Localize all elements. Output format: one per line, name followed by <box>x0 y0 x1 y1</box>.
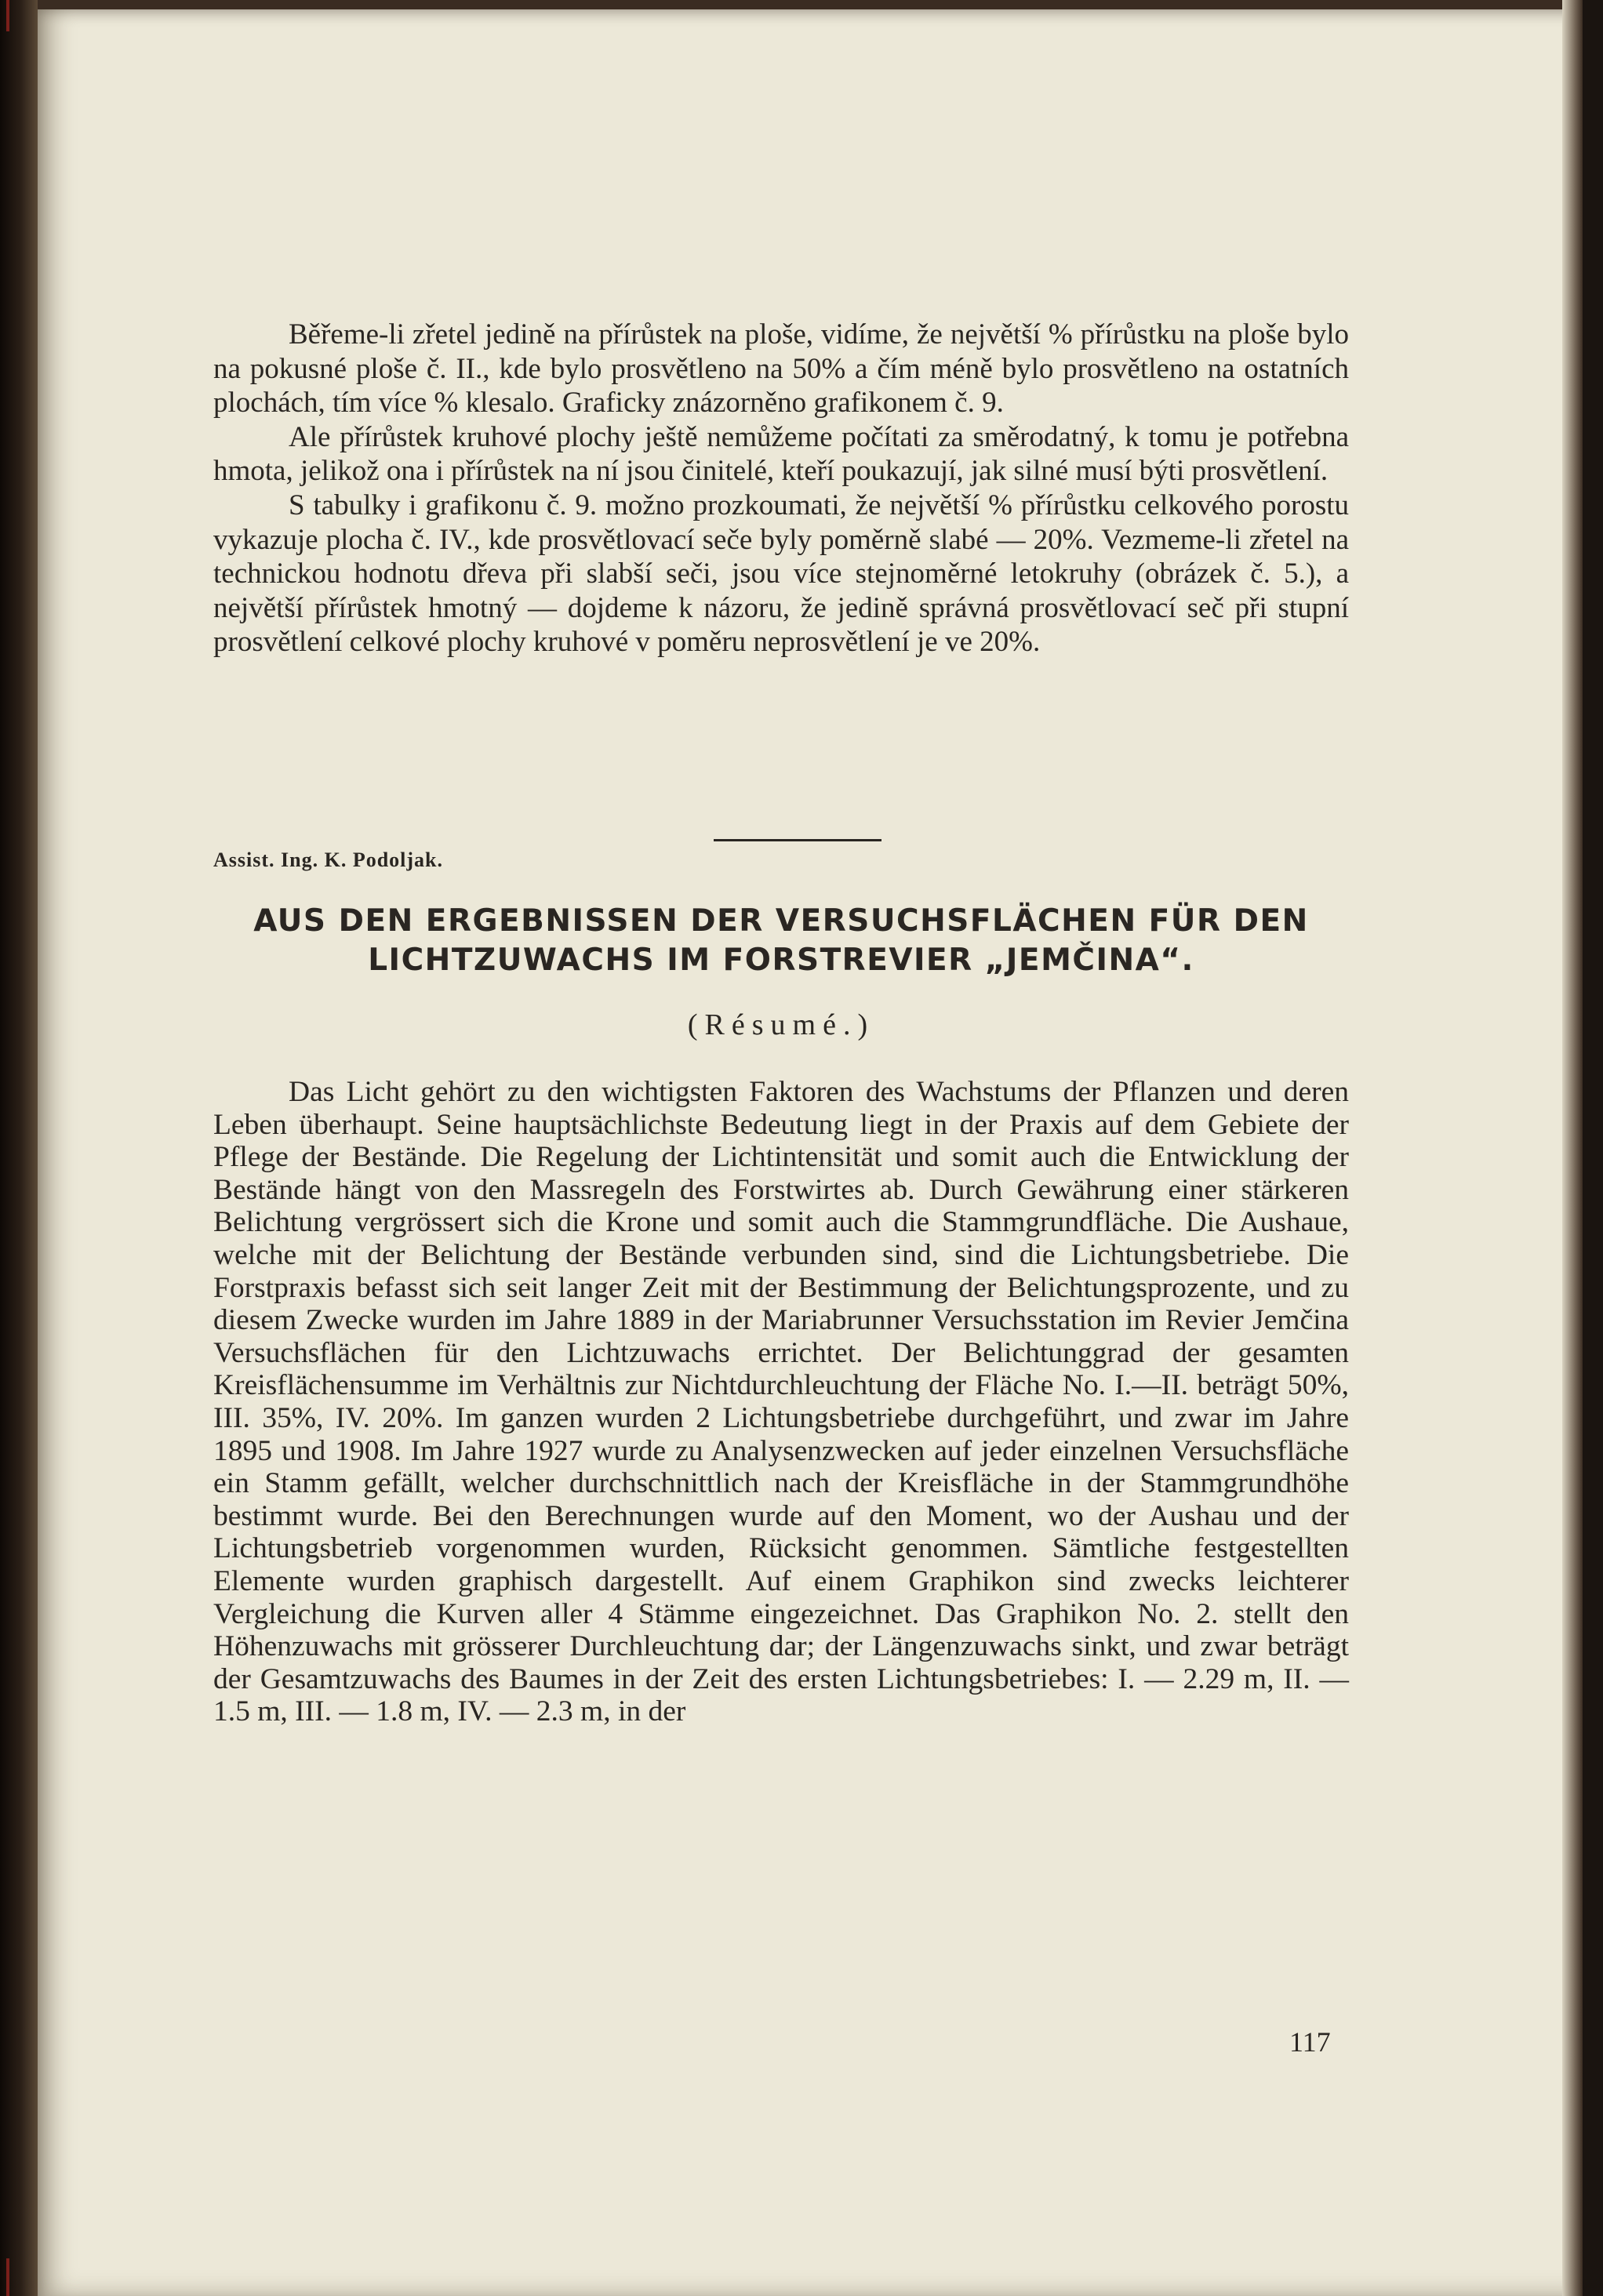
spine-mark <box>6 2258 9 2296</box>
article-title <box>213 902 1349 980</box>
title-line-1: AUS DEN ERGEBNISSEN DER VERSUCHSFLÄCHEN FÜR DEN <box>253 903 1309 939</box>
section-separator <box>714 839 881 841</box>
czech-text <box>213 318 1349 659</box>
czech-paragraph-2: Ale přírůstek kruhové plochy ještě nemůžeme počítati za směrodatný, k tomu je potřebna hmota, jelikož ona i přírůstek na ní jsou činitelé, kteří poukazují, jak silné musí býti prosvětlení. <box>213 420 1349 488</box>
author-line: Assist. Ing. K. Podoljak. <box>213 848 443 871</box>
page-right-edge <box>1562 0 1583 2296</box>
czech-paragraph-1: Běřeme-li zřetel jedině na přírůstek na ploše, vidíme, že největší % přírůstku na ploše bylo na pokusné ploše č. II., kde bylo prosvětleno na 50% a čím méně bylo prosvětleno na ostatních plochách, tím více % klesalo. Graficky znázorněno grafikonem č. 9. <box>213 318 1349 420</box>
book-page <box>38 0 1583 2296</box>
czech-paragraph-3: S tabulky i grafikonu č. 9. možno prozkoumati, že největší % přírůstku celkového porostu vykazuje plocha č. IV., kde prosvětlovací seče byly poměrně slabé — 20%. Vezmeme-li zřetel na technickou hodnotu dřeva při slabší seči, jsou více stejnoměrné letokruhy (obrázek č. 5.), a největší přírůstek hmotný — dojdeme k názoru, že jedině správná prosvětlovací seč při stupní prosvětlení celkové plochy kruhové v poměru neprosvětlení je ve 20%. <box>213 489 1349 659</box>
book-spine <box>0 0 38 2296</box>
german-paragraph: Das Licht gehört zu den wichtigsten Faktoren des Wachstums der Pflanzen und deren Leben überhaupt. Seine hauptsächlichste Bedeutung liegt in der Praxis auf dem Gebiete der Pflege der Bestände. Die Regelung der Lichtintensität und somit auch die Entwicklung der Bestände hängt von den Massregeln des Forstwirtes ab. Durch Gewährung einer stärkeren Belichtung vergrössert sich die Krone und somit auch die Stammgrundfläche. Die Aushaue, welche mit der Belichtung der Bestände verbunden sind, sind die Lichtungsbetriebe. Die Forstpraxis befasst sich seit langer Zeit mit der Bestimmung der Belichtungsprozente, und zu diesem Zwecke wurden im Jahre 1889 in der Mariabrunner Versuchsstation im Revier Jemčina Versuchsflächen für den Lichtzuwachs errichtet. Der Belichtunggrad der gesamten Kreisflächensumme im Verhältnis zur Nichtdurchleuchtung der Fläche No. I.—II. beträgt 50%, III. 35%, IV. 20%. Im ganzen wurden 2 Lichtungsbetriebe durchgeführt, und zwar im Jahre 1895 und 1908. Im Jahre 1927 wurde zu Analysenzwecken auf jeder einzelnen Versuchsfläche ein Stamm gefällt, welcher durchschnittlich nach der Kreisfläche in der Stammgrundhöhe bestimmt wurde. Bei den Berechnungen wurde auf den Moment, wo der Aushau und der Lichtungsbetrieb vorgenommen wurden, Rücksicht genommen. Sämtliche festgestellten Elemente wurden graphisch dargestellt. Auf einem Graphikon sind zwecks leichterer Vergleichung die Kurven aller 4 Stämme eingezeichnet. Das Graphikon No. 2. stellt den Höhenzuwachs mit grösserer Durchleuchtung dar; der Längenzuwachs sinkt, und zwar beträgt der Gesamtzuwachs des Baumes in der Zeit des ersten Lichtungsbetriebes: I. — 2.29 m, II. — 1.5 m, III. — 1.8 m, IV. — 2.3 m, in der <box>213 1076 1349 1728</box>
spine-mark <box>6 0 9 31</box>
title-line-2: LICHTZUWACHS IM FORSTREVIER „JEMČINA“. <box>368 943 1194 978</box>
page-number: 117 <box>1289 2026 1331 2058</box>
german-text <box>213 1076 1349 1728</box>
resume-heading: (Résumé.) <box>687 1008 875 1041</box>
page-top-shadow <box>38 0 1583 9</box>
